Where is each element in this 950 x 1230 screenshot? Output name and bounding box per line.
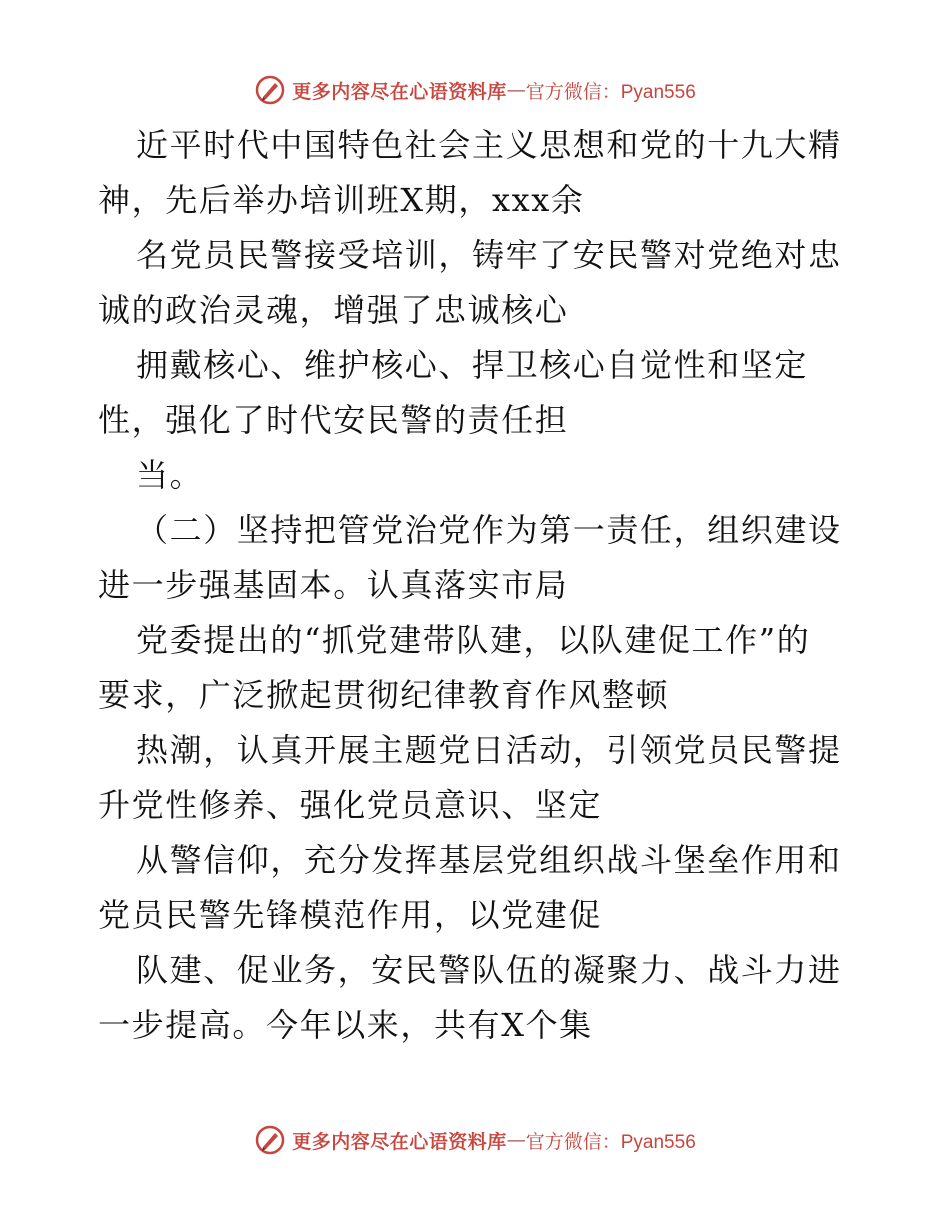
section-heading-line: （二）坚持把管党治党作为第一责任，组织建设 bbox=[136, 511, 842, 549]
text-line: 当。 bbox=[136, 456, 204, 494]
header-banner-wechat: 官方微信：Pyan556 bbox=[525, 81, 696, 103]
text-line: 一步提高。今年以来，共有X个集 bbox=[98, 1006, 593, 1044]
text-line: 要求，广泛掀起贯彻纪律教育作风整顿 bbox=[98, 676, 670, 714]
header-banner-text: 更多内容尽在心语资料库 bbox=[292, 80, 507, 103]
text-line: 升党性修养、强化党员意识、坚定 bbox=[98, 786, 603, 824]
text-line: 党委提出的“抓党建带队建，以队建促工作”的 bbox=[136, 621, 811, 659]
footer-banner bbox=[0, 1120, 950, 1160]
header-banner-separator: — bbox=[506, 79, 526, 101]
pen-logo-icon bbox=[254, 1124, 286, 1156]
text-line: 神，先后举办培训班X期，xxx余 bbox=[98, 181, 585, 219]
text-line: 名党员民警接受培训，铸牢了安民警对党绝对忠 bbox=[136, 236, 842, 274]
text-line: 诚的政治灵魂，增强了忠诚核心 bbox=[98, 291, 569, 329]
header-banner bbox=[0, 70, 950, 110]
text-line: 近平时代中国特色社会主义思想和党的十九大精 bbox=[136, 126, 842, 164]
text-line: 热潮，认真开展主题党日活动，引领党员民警提 bbox=[136, 731, 842, 769]
text-line: 党员民警先锋模范作用，以党建促 bbox=[98, 896, 603, 934]
document-body bbox=[98, 118, 858, 1053]
footer-banner-wechat: 官方微信：Pyan556 bbox=[525, 1131, 696, 1153]
footer-banner-text: 更多内容尽在心语资料库 bbox=[292, 1130, 507, 1153]
pen-logo-icon bbox=[254, 74, 286, 106]
footer-banner-separator: — bbox=[506, 1129, 526, 1151]
text-line: 性，强化了时代安民警的责任担 bbox=[98, 401, 569, 439]
text-line: 从警信仰，充分发挥基层党组织战斗堡垒作用和 bbox=[136, 841, 842, 879]
text-line: 进一步强基固本。认真落实市局 bbox=[98, 566, 569, 604]
text-line: 队建、促业务，安民警队伍的凝聚力、战斗力进 bbox=[136, 951, 842, 989]
text-line: 拥戴核心、维护核心、捍卫核心自觉性和坚定 bbox=[136, 346, 809, 384]
